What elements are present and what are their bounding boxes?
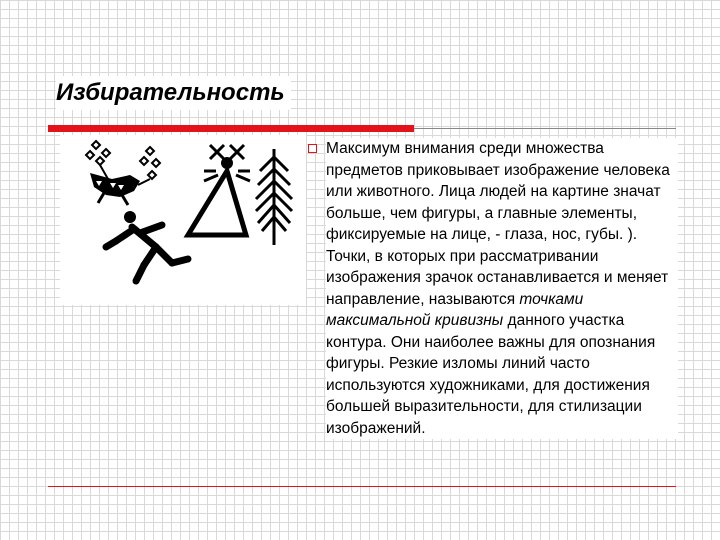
title-divider-line — [414, 128, 676, 129]
paragraph-part-1: Максимум внимания среди множества предметов приковывает изображение человека или животного. Лица людей на картине значат больше, чем фигуры, а главные элементы, фиксируемые на лице, - глаза, нос, губы. ). Точки, в которых при рассматривании изображения зрачок останавливается и меняет направление, называются — [326, 140, 670, 308]
bullet-marker — [308, 144, 317, 153]
slide-title: Избирательность — [56, 76, 291, 110]
running-man-icon — [106, 211, 188, 281]
woman-figure-icon — [188, 145, 250, 235]
petroglyph-picture — [60, 135, 306, 305]
title-accent-bar — [48, 125, 414, 132]
body-paragraph — [326, 138, 678, 439]
tree-figure-icon — [256, 149, 292, 245]
paragraph-part-2: данного участка контура. Они наиболее важны для опознания фигуры. Резкие изломы линий часто используются художниками, для достижения большей выразительности, для стилизации изображений. — [326, 312, 656, 437]
bottom-divider-line — [48, 486, 676, 487]
paragraph-italic-term: точками максимальной кривизны — [326, 290, 584, 329]
bird-figure-icon — [86, 141, 160, 205]
